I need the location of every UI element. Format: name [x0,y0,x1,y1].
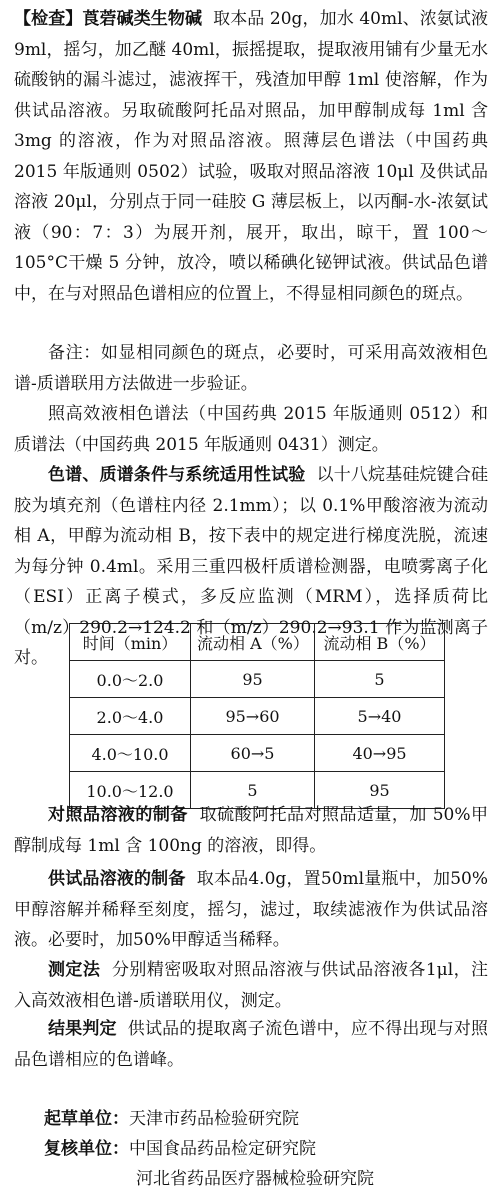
drafter-label: 起草单位： [44,1109,129,1129]
table-cell: 2.0～4.0 [70,698,191,735]
reviewer-value-2: 河北省药品医疗器械检验研究院 [136,1169,374,1189]
reviewer-line [44,1134,316,1164]
table-cell: 5 [191,772,315,809]
conditions-text: 以十八烷基硅烷键合硅胶为填充剂（色谱柱内径 2.1mm）；以 0.1%甲酸溶液为流动相 A，甲醇为流动相 B，按下表中的规定进行梯度洗脱，流速为每分钟 0.4ml。采用三重四极杆质谱检测器，电喷雾离子化（ESI）正离子模式，多反应监测（MRM），选择质荷比（m/z）290.2→124.2 和（m/z）290.2→93.1 作为监测离子对。 [14,465,489,668]
result-paragraph [14,1014,488,1075]
result-label: 结果判定 [48,1019,117,1039]
assay-paragraph [14,955,488,1016]
reviewer-value-1: 中国食品药品检定研究院 [129,1139,316,1159]
sample-label: 供试品溶液的制备 [48,869,186,889]
sample-paragraph [14,864,488,956]
check-label: 【检查】莨菪碱类生物碱 [14,9,203,29]
table-row [70,698,445,735]
table-cell: 10.0～12.0 [70,772,191,809]
reference-paragraph [14,800,488,861]
reference-label: 对照品溶液的制备 [48,805,188,825]
drafter-value: 天津市药品检验研究院 [129,1109,299,1129]
table-header-time: 时间（min） [70,624,191,661]
assay-label: 测定法 [48,960,101,980]
check-text: 取本品 20g，加水 40ml、浓氨试液 9ml，摇匀，加乙醚 40ml，振摇提取，提取液用铺有少量无水硫酸钠的漏斗滤过，滤液挥干，残渣加甲醇 1ml 使溶解，作为供试品溶液。另取硫酸阿托品对照品，加甲醇制成每 1ml 含 3mg 的溶液，作为对照品溶液。照薄层色谱法（中国药典 2015 年版通则 0502）试验，吸取对照品溶液 10μl 及供试品溶液 20μl，分别点于同一硅胶 G 薄层板上，以丙酮-水-浓氨试液（90：7：3）为展开剂，展开，取出，晾干，置 100～105°C干燥 5 分钟，放冷，喷以稀碘化铋钾试液。供试品色谱中，在与对照品色谱相应的位置上，不得显相同颜色的斑点。 [14,9,489,304]
table-cell: 60→5 [191,735,315,772]
table-cell: 0.0～2.0 [70,661,191,698]
table-header-phase-a: 流动相 A（%） [191,624,315,661]
note-paragraph: 备注：如显相同颜色的斑点，必要时，可采用高效液相色谱-质谱联用方法做进一步验证。 [14,343,488,394]
gradient-table [69,623,445,809]
table-cell: 95→60 [191,698,315,735]
drafter-line [44,1104,299,1134]
reviewer-label: 复核单位： [44,1139,129,1159]
table-cell: 40→95 [315,735,445,772]
table-cell: 5 [315,661,445,698]
table-row [70,735,445,772]
method-paragraph: 照高效液相色谱法（中国药典 2015 年版通则 0512）和质谱法（中国药典 2015 年版通则 0431）测定。 [14,404,488,455]
table-header-phase-b: 流动相 B（%） [315,624,445,661]
sample-text: 取本品4.0g，置50ml量瓶中，加50%甲醇溶解并稀释至刻度，摇匀，滤过，取续滤液作为供试品溶液。必要时，加50%甲醇适当稀释。 [14,869,488,950]
table-cell: 95 [315,772,445,809]
table-cell: 4.0～10.0 [70,735,191,772]
reference-text: 取硫酸阿托品对照品适量，加 50%甲醇制成每 1ml 含 100ng 的溶液，即得。 [14,805,489,856]
table-header-row [70,624,445,661]
check-paragraph [14,4,488,309]
reviewer-line-2 [136,1164,374,1194]
conditions-label: 色谱、质谱条件与系统适用性试验 [48,465,306,485]
assay-text: 分别精密吸取对照品溶液与供试品溶液各1μl，注入高效液相色谱-质谱联用仪，测定。 [14,960,489,1011]
result-text: 供试品的提取离子流色谱中，应不得出现与对照品色谱相应的色谱峰。 [14,1019,489,1070]
table-cell: 95 [191,661,315,698]
table-row [70,661,445,698]
table-cell: 5→40 [315,698,445,735]
